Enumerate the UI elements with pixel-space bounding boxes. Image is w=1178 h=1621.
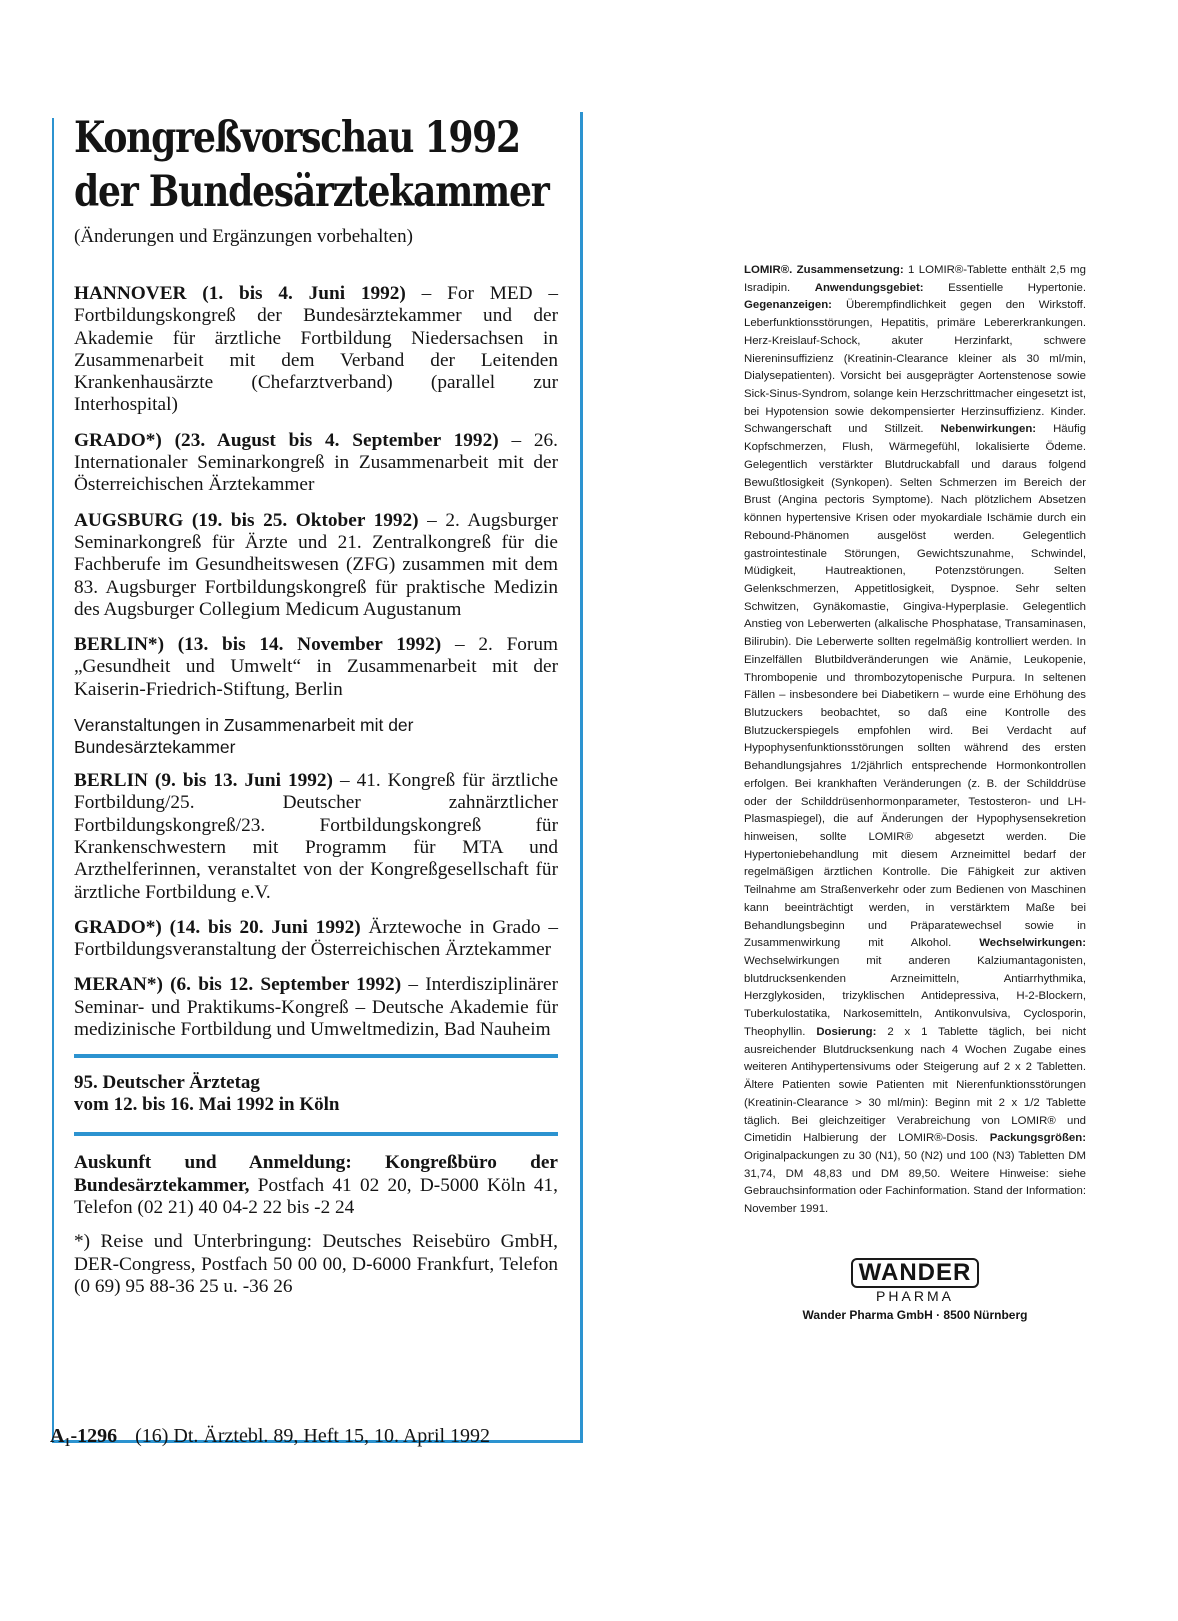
congress-column (74, 283, 558, 1298)
entry-head: BERLIN*) (13. bis 14. November 1992) (74, 634, 442, 656)
entry-head: HANNOVER (1. bis 4. Juni 1992) (74, 283, 406, 304)
congress-entry (74, 917, 558, 962)
congress-entry (74, 510, 558, 621)
ad-segment: Packungsgrößen: (989, 1132, 1086, 1145)
contact-info (74, 1152, 558, 1219)
wander-logo-block (740, 1258, 1090, 1322)
aerztetag-line-2: vom 12. bis 16. Mai 1992 in Köln (74, 1094, 340, 1116)
contact-text: Postfach 41 02 20, D-5000 Köln 41, Telefon (02 21) 40 04-2 22 bis -2 24 (74, 1174, 558, 1218)
divider-top (74, 1054, 558, 1058)
congress-entry (74, 770, 558, 904)
entry-text: – 41. Kongreß für ärztliche Fortbildung/25. Deutscher zahnärztlicher Fortbildungskongreß/23. Fortbildungskongreß für Krankenschwestern mit Programm für MTA und Arzthelferinnen, veranstaltet von der Kongreßgesellschaft für ärztliche Fortbildung e.V. (74, 770, 558, 903)
congress-entry (74, 430, 558, 497)
entry-head: GRADO*) (14. bis 20. Juni 1992) (74, 916, 361, 938)
ad-segment: Nebenwirkungen: (940, 423, 1037, 436)
ad-segment: 2 x 1 Tablette täglich, bei nicht ausreichender Blutdrucksenkung nach 4 Wochen Zugabe eines weiteren Antihypertensivums oder Steigerung auf 2 x 2 Tabletten. Ältere Patienten sowie Patienten mit Nierenfunktionsstörungen (Kreatinin-Clearance > 30 ml/min): Beginn mit 2 x 1/2 Tablette täglich. Bei gleichzeitiger Verabreichung von LOMIR® und Cimetidin Halbierung der LOMIR®-Dosis. (744, 1025, 1086, 1145)
aerztetag-line-1: 95. Deutscher Ärztetag (74, 1072, 260, 1094)
ad-segment: Überempfindlichkeit gegen den Wirkstoff. Leberfunktionsstörungen, Hepatitis, primäre Lebererkrankungen. Herz-Kreislauf-Schock, akuter Herzinfarkt, schwere Niereninsuffizienz (Kreatinin-Clearance kleiner als 30 ml/min, Dialysepatienten). Vorsicht bei ausgeprägter Aortenstenose sowie Sick-Sinus-Syndrom, solange kein Herzschrittmacher eingesetzt ist, bei Hypotension sowie dekompensierter Herzinsuffizienz. Kinder. Schwangerschaft und Stillzeit. (744, 299, 1086, 436)
contact-head: Auskunft und Anmeldung: Kongreßbüro der Bundesärztekammer, (74, 1152, 558, 1196)
ad-segment: Gegenanzeigen: (744, 299, 832, 312)
entry-head: BERLIN (9. bis 13. Juni 1992) (74, 770, 333, 792)
entry-text: – 2. Forum „Gesundheit und Umwelt“ in Zusammenarbeit mit der Kaiserin-Friedrich-Stiftung, Berlin (74, 634, 558, 700)
logo-subtitle: PHARMA (876, 1288, 954, 1304)
company-address: Wander Pharma GmbH · 8500 Nürnberg (802, 1308, 1028, 1322)
ad-segment: Wechselwirkungen: (979, 937, 1086, 950)
aerztetag-notice (74, 1072, 558, 1116)
travel-footnote: *) Reise und Unterbringung: Deutsches Reisebüro GmbH, DER-Congress, Postfach 50 00 00, D-6000 Frankfurt, Telefon (0 69) 95 88-36 25 u. -36 26 (74, 1231, 558, 1297)
title-line-1: Kongreßvorschau 1992 (74, 113, 520, 163)
entry-text: – Interdisziplinärer Seminar- und Praktikums-Kongreß – Deutsche Akademie für medizinische Fortbildung und Umweltmedizin, Bad Nauheim (74, 974, 558, 1041)
subtitle: (Änderungen und Ergänzungen vorbehalten) (74, 226, 413, 247)
title-line-2: der Bundesärztekammer (74, 167, 549, 217)
ad-segment: Dosierung: (816, 1025, 877, 1038)
congress-entry (74, 974, 558, 1041)
entry-text: – For MED – Fortbildungskongreß der Bundesärztekammer und der Akademie für ärztliche Fortbildung Niedersachsen in Zusammenarbeit mit dem Verband der Leitenden Krankenhausärzte (Chefarztverband) (parallel zur Interhospital) (74, 283, 558, 416)
ad-segment: Essentielle Hypertonie. (923, 281, 1086, 294)
entry-text: – 2. Augsburger Seminarkongreß für Ärzte und 21. Zentralkongreß für die Fachberufe im Gesundheitswesen (ZFG) zusammen mit dem 83. Augsburger Fortbildungskongreß für praktische Medizin des Augsburger Collegium Medicum Augustanum (74, 509, 558, 620)
congress-entry (74, 283, 558, 417)
ad-segment: Anwendungsgebiet: (814, 281, 924, 294)
page-footer (50, 1425, 490, 1448)
entry-head: MERAN*) (6. bis 12. September 1992) (74, 974, 402, 996)
entry-head: GRADO*) (23. August bis 4. September 1992) (74, 429, 499, 451)
ad-segment: Originalpackungen zu 30 (N1), 50 (N2) und 100 (N3) Tabletten DM 31,74, DM 48,83 und DM 89,50. Weitere Hinweise: siehe Gebrauchsinformation oder Fachinformation. Stand der Information: November 1991. (744, 1149, 1086, 1216)
citation: (16) Dt. Ärztebl. 89, Heft 15, 10. April 1992 (135, 1425, 491, 1447)
page-number: A₁-1296 (50, 1425, 118, 1447)
page-title (74, 111, 549, 219)
ad-segment: Häufig Kopfschmerzen, Flush, Wärmegefühl, lokalisierte Ödeme. Gelegentlich verstärkter Blutdruckabfall und daraus folgend Bewußtlosigkeit (Synkopen). Selten Schmerzen im Bereich der Brust (Angina pectoris Symptome). Nach plötzlichem Absetzen können hypertensive Krisen oder myokardiale Ischämie durch ein Rebound-Phänomen ausgelöst werden. Gelegentlich gastrointestinale Störungen, Gewichtszunahme, Schwindel, Müdigkeit, Hautreaktionen, Potenzstörungen. Selten Gelenkschmerzen, Appetitlosigkeit, Dyspnoe. Sehr selten Schwitzen, Gynäkomastie, Gingiva-Hyperplasie. Gelegentlich Anstieg von Leberwerten (alkalische Phosphatase, Transaminasen, Bilirubin). Die Leberwerte sollten regelmäßig kontrolliert werden. In Einzelfällen Blutbildveränderungen wie Anämie, Leukopenie, Thrombopenie und thrombozytopenische Purpura. In seltenen Fällen – insbesondere bei Diabetikern – wurde eine Erhöhung des Blutzuckers beobachtet, so daß eine Kontrolle des Blutzuckerspiegels empfohlen wird. Bei Verdacht auf Hypophysenfunktionsstörungen sollten während des ersten Behandlungsjahres 1/2jährlich entsprechende Hormonkontrollen erfolgen. Bei krankhaften Veränderungen (z. B. der Schilddrüse oder der Schilddrüsenhormonparameter, Testosteron- und LH-Plasmaspiegel), die auf Änderungen der Hypophysensekretion hinweisen, sollte LOMIR® abgesetzt werden. Die Hypertoniebehandlung mit diesem Arzneimittel bedarf der regelmäßigen ärztlichen Kontrolle. Die Fähigkeit zur aktiven Teilnahme am Straßenverkehr oder zum Bedienen von Maschinen kann beeinträchtigt werden, in verstärktem Maße bei Behandlungsbeginn und Präparatewechsel sowie in Zusammenwirkung mit Alkohol. (744, 423, 1087, 950)
entry-text: Ärztewoche in Grado – Fortbildungsveranstaltung der Österreichischen Ärztekammer (74, 916, 558, 961)
ad-segment: Wechselwirkungen mit anderen Kalziumantagonisten, blutdrucksenkenden Arzneimitteln, Antiarrhythmika, Herzglykosiden, trizyklischen Antidepressiva, H-2-Blockern, Tuberkulostatika, Narkosemitteln, Antikonvulsiva, Cyclosporin, Theophyllin. (744, 955, 1086, 1038)
wander-logo: WANDER (851, 1258, 980, 1288)
section-heading: Veranstaltungen in Zusammenarbeit mit der Bundesärztekammer (74, 715, 414, 758)
ad-segment: LOMIR®. Zusammensetzung: (744, 264, 904, 276)
drug-info-text (744, 262, 1086, 1219)
divider-bottom (74, 1132, 558, 1136)
entry-head: AUGSBURG (19. bis 25. Oktober 1992) (74, 509, 419, 531)
congress-entry (74, 634, 558, 701)
entry-text: – 26. Internationaler Seminarkongreß in Zusammenarbeit mit der Österreichischen Ärztekammer (74, 429, 558, 496)
ad-segment: 1 LOMIR®-Tablette enthält 2,5 mg Isradipin. (744, 264, 1086, 294)
